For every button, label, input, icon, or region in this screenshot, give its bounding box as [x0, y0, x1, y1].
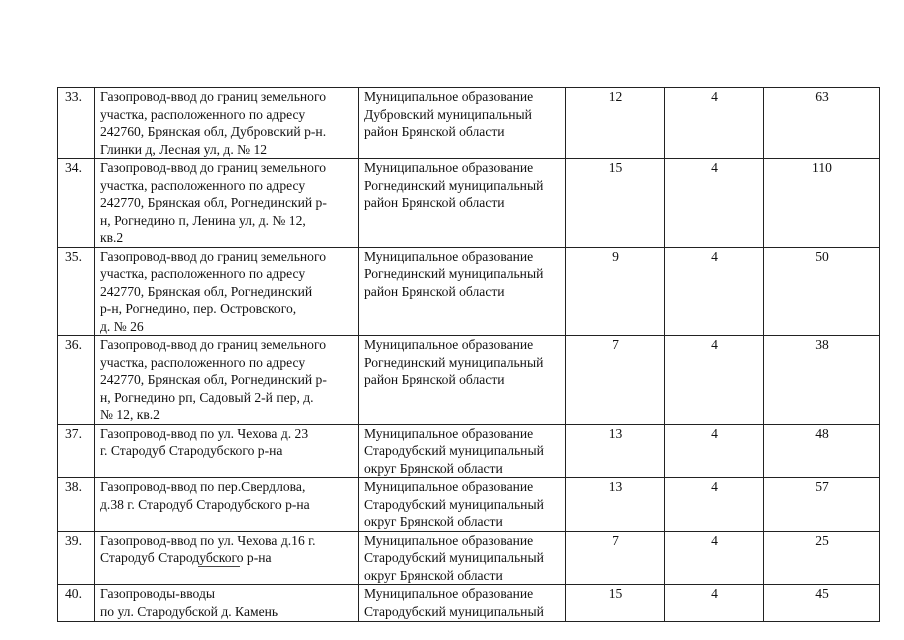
value-2: 4	[665, 336, 764, 425]
value-1: 15	[566, 159, 665, 248]
row-number: 33.	[58, 88, 95, 159]
object-name: Газопроводы-вводы по ул. Стародубской д. Камень	[95, 585, 359, 622]
owner: Муниципальное образование Рогнединский муниципальный район Брянской области	[359, 336, 566, 425]
table-row	[58, 585, 880, 622]
object-name: Газопровод-ввод до границ земельного участка, расположенного по адресу 242760, Брянская обл, Дубровский р-н. Глинки д, Лесная ул, д. № 12	[95, 88, 359, 159]
value-1: 13	[566, 478, 665, 532]
table-row	[58, 478, 880, 532]
gas-pipeline-table	[57, 87, 880, 622]
value-2: 4	[665, 585, 764, 622]
value-1: 12	[566, 88, 665, 159]
object-name: Газопровод-ввод до границ земельного участка, расположенного по адресу 242770, Брянская обл, Рогнединский р- н, Рогнедино п, Ленина ул, д. № 12, кв.2	[95, 159, 359, 248]
object-name: Газопровод-ввод по ул. Чехова д.16 г. Стародуб Стародубского р-на	[95, 531, 359, 585]
value-1: 13	[566, 424, 665, 478]
value-1: 9	[566, 247, 665, 336]
owner: Муниципальное образование Стародубский муниципальный округ Брянской области	[359, 531, 566, 585]
value-3: 48	[764, 424, 880, 478]
value-2: 4	[665, 478, 764, 532]
value-2: 4	[665, 424, 764, 478]
value-3: 50	[764, 247, 880, 336]
table-body	[58, 88, 880, 622]
value-3: 25	[764, 531, 880, 585]
pen-stroke-mark	[198, 566, 240, 567]
row-number: 38.	[58, 478, 95, 532]
value-2: 4	[665, 531, 764, 585]
row-number: 35.	[58, 247, 95, 336]
table-row	[58, 336, 880, 425]
value-1: 15	[566, 585, 665, 622]
object-name: Газопровод-ввод по ул. Чехова д. 23 г. Стародуб Стародубского р-на	[95, 424, 359, 478]
owner: Муниципальное образование Рогнединский муниципальный район Брянской области	[359, 159, 566, 248]
value-2: 4	[665, 159, 764, 248]
row-number: 36.	[58, 336, 95, 425]
value-2: 4	[665, 88, 764, 159]
value-1: 7	[566, 531, 665, 585]
object-name: Газопровод-ввод до границ земельного участка, расположенного по адресу 242770, Брянская обл, Рогнединский р-н, Рогнедино, пер. Островского, д. № 26	[95, 247, 359, 336]
value-3: 57	[764, 478, 880, 532]
table-row	[58, 159, 880, 248]
value-3: 110	[764, 159, 880, 248]
table-row	[58, 531, 880, 585]
owner: Муниципальное образование Стародубский муниципальный	[359, 585, 566, 622]
value-1: 7	[566, 336, 665, 425]
row-number: 40.	[58, 585, 95, 622]
object-name: Газопровод-ввод по пер.Свердлова, д.38 г. Стародуб Стародубского р-на	[95, 478, 359, 532]
row-number: 37.	[58, 424, 95, 478]
table-row	[58, 247, 880, 336]
value-3: 38	[764, 336, 880, 425]
value-3: 63	[764, 88, 880, 159]
owner: Муниципальное образование Дубровский муниципальный район Брянской области	[359, 88, 566, 159]
row-number: 34.	[58, 159, 95, 248]
value-3: 45	[764, 585, 880, 622]
row-number: 39.	[58, 531, 95, 585]
value-2: 4	[665, 247, 764, 336]
owner: Муниципальное образование Рогнединский муниципальный район Брянской области	[359, 247, 566, 336]
object-name: Газопровод-ввод до границ земельного участка, расположенного по адресу 242770, Брянская обл, Рогнединский р- н, Рогнедино рп, Садовый 2-й пер, д. № 12, кв.2	[95, 336, 359, 425]
owner: Муниципальное образование Стародубский муниципальный округ Брянской области	[359, 424, 566, 478]
table-row	[58, 88, 880, 159]
owner: Муниципальное образование Стародубский муниципальный округ Брянской области	[359, 478, 566, 532]
table-row	[58, 424, 880, 478]
